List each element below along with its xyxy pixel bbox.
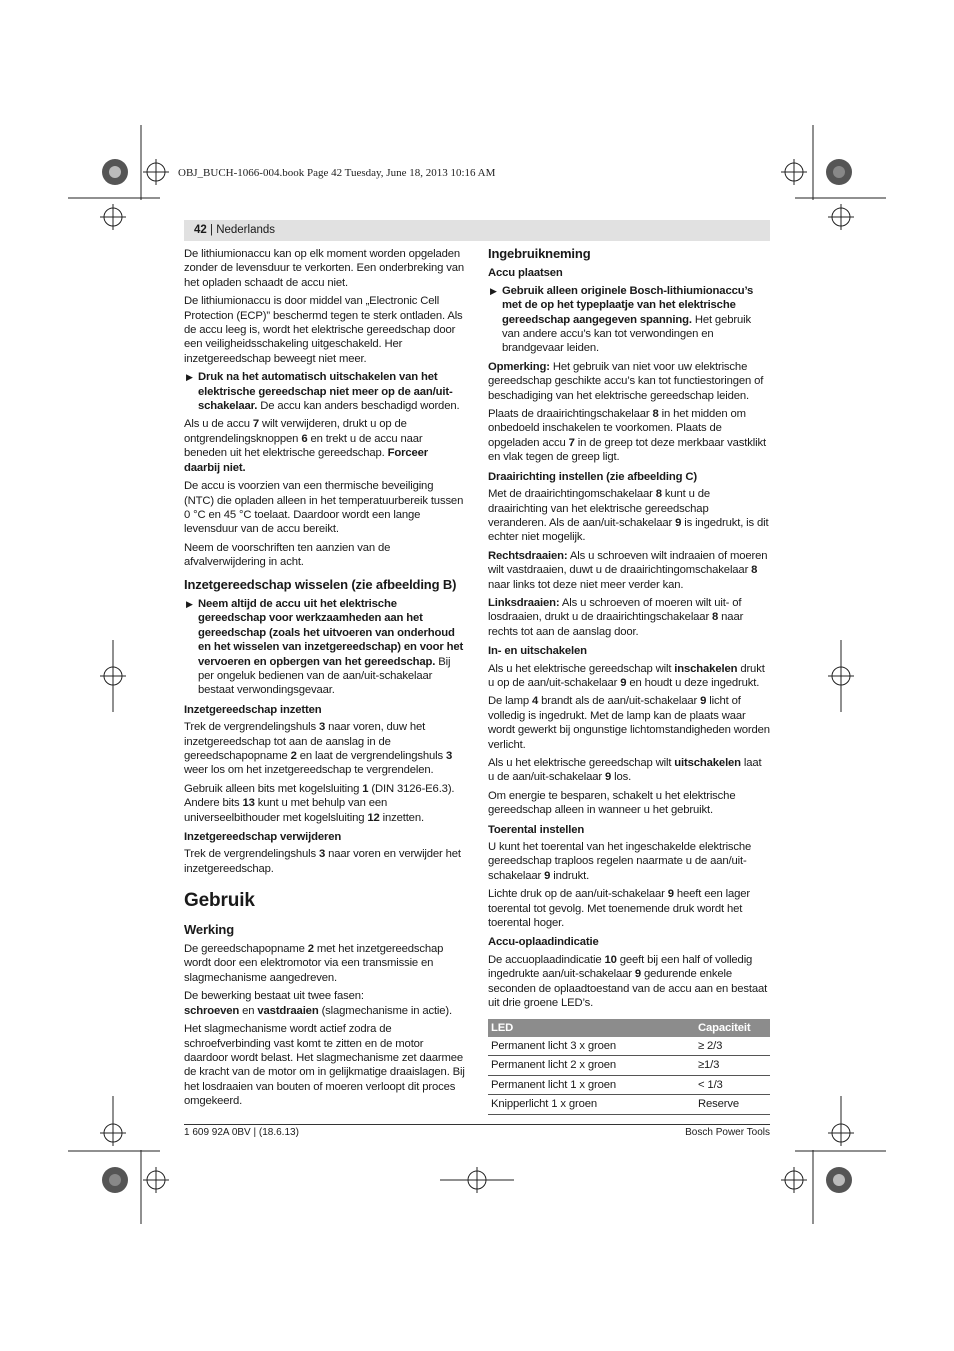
table-cell: < 1/3 — [695, 1075, 770, 1094]
section-heading: Ingebruikneming — [488, 246, 591, 261]
page-number: 42 — [194, 224, 207, 236]
subsection-heading: Draairichting instellen (zie afbeelding C) — [488, 470, 698, 483]
paragraph: De accu is voorzien van een thermische beveiliging (NTC) die opladen alleen in het temperatuurbereik tussen 0 °C en 45 °C toelaat. Daardoor wordt een lange levensduur van de accu bereikt. — [184, 480, 464, 536]
footer-rule — [184, 1124, 770, 1125]
table-header-cell: Capaciteit — [695, 1019, 770, 1037]
paragraph: Gebruik alleen bits met kogelsluiting 1 (DIN 3126-E6.3). Andere bits 13 kunt u met behulp van een universeelbithouder met kogelsluiting 12 inzetten. — [184, 782, 455, 824]
table-cell: Knipperlicht 1 x groen — [488, 1095, 695, 1114]
subsection-heading: Toerental instellen — [488, 823, 585, 836]
paragraph: Opmerking: Het gebruik van niet voor uw elektrische gereedschap geschikte accu’s kan tot functiestoringen of beschadiging van het elektrische gereedschap leiden. — [488, 360, 764, 402]
paragraph: Lichte druk op de aan/uit-schakelaar 9 heeft een lager toerental tot gevolg. Met toenemende druk wordt het toerental hoger. — [488, 888, 750, 930]
table-cell: Permanent licht 1 x groen — [488, 1075, 695, 1094]
triangle-bullet-icon: ▶ — [186, 598, 193, 609]
triangle-bullet-icon: ▶ — [490, 285, 497, 296]
warning-bullet — [184, 370, 466, 413]
bullet-text: Bij per ongeluk bedienen van de aan/uit-schakelaar bestaat verwondingsgevaar. — [198, 655, 451, 697]
table-row — [488, 1095, 770, 1114]
table-cell: Reserve — [695, 1095, 770, 1114]
warning-bullet — [184, 597, 466, 698]
table-row — [488, 1037, 770, 1056]
bullet-text: Het gebruik van andere accu’s kan tot verwondingen en brandgevaar leiden. — [502, 313, 751, 355]
bullet-bold: Neem altijd de accu uit het elektrische gereedschap voor werkzaamheden aan het gereedschap (zoals het uitvoeren van onderhoud en het wisselen van inzetgereedschap) en voor het vervoeren en opbergen van het gereedschap. — [198, 597, 464, 668]
paragraph: Als u de accu 7 wilt verwijderen, drukt u op de ontgrendelingsknoppen 6 en trekt u de accu naar beneden uit het elektrische gereedschap. Forceer daarbij niet. — [184, 418, 429, 474]
chapter-heading: Gebruik — [184, 890, 255, 912]
paragraph: De lithiumionaccu is door middel van „Electronic Cell Protection (ECP)” beschermd tegen te sterk ontladen. Als de accu leeg is, wordt het elektrische gereedschap door een veiligheidsschakeling uitgeschakeld. Her inzetgereedschap beweegt niet meer. — [184, 295, 463, 365]
bullet-text: De accu kan anders beschadigd worden. — [257, 400, 460, 413]
print-slug: OBJ_BUCH-1066-004.book Page 42 Tuesday, June 18, 2013 10:16 AM — [178, 167, 496, 179]
paragraph: Als u het elektrische gereedschap wilt uitschakelen laat u de aan/uit-schakelaar 9 los. — [488, 757, 762, 784]
paragraph: Met de draairichtingomschakelaar 8 kunt u de draairichting van het elektrische gereedschap veranderen. Als de aan/uit-schakelaar 9 is ingedrukt, is dit echter niet mogelijk. — [488, 488, 769, 544]
bullet-bold: Gebruik alleen originele Bosch-lithiumionaccu’s met de op het typeplaatje van het elektrische gereedschap aangegeven spanning. — [502, 284, 754, 326]
page-header: 42 | Nederlands — [184, 220, 770, 241]
section-heading: Inzetgereedschap wisselen (zie afbeelding B) — [184, 576, 457, 592]
footer-left: 1 609 92A 0BV | (18.6.13) — [184, 1127, 299, 1138]
subsection-heading: Accu-oplaadindicatie — [488, 936, 599, 949]
section-heading: Werking — [184, 921, 234, 937]
footer-right: Bosch Power Tools — [685, 1127, 770, 1138]
paragraph: Om energie te besparen, schakelt u het elektrische gereedschap alleen in wanneer u het gebruikt. — [488, 789, 736, 817]
led-capacity-table — [488, 1019, 770, 1115]
paragraph: U kunt het toerental van het ingeschakelde elektrische gereedschap traploos regelen naarmate u de aan/uit-schakelaar 9 indrukt. — [488, 841, 752, 882]
right-column — [488, 247, 770, 1115]
paragraph: De bewerking bestaat uit twee fasen: schroeven en vastdraaien (slagmechanisme in actie). — [184, 990, 453, 1017]
paragraph: Trek de vergrendelingshuls 3 naar voren, duw het inzetgereedschap tot aan de aanslag in de gereedschapopname 2 en laat de vergrendelingshuls 3 weer los om het inzetgereedschap te vergrendelen. — [184, 721, 453, 777]
table-header-row — [488, 1019, 770, 1037]
subsection-heading: In- en uitschakelen — [488, 645, 587, 658]
paragraph: Rechtsdraaien: Als u schroeven wilt indraaien of moeren wilt vastdraaien, duwt u de draairichtingomschakelaar 8 naar links tot deze niet meer verder kan. — [488, 549, 768, 591]
table-row — [488, 1056, 770, 1075]
bullet-bold: Druk na het automatisch uitschakelen van het elektrische gereedschap niet meer op de aan/uit-schakelaar. — [198, 371, 453, 413]
subsection-heading: Inzetgereedschap inzetten — [184, 703, 322, 716]
paragraph: De lithiumionaccu kan op elk moment worden opgeladen zonder de levensduur te verkorten. Een onderbreking van het opladen schaadt de accu niet. — [184, 248, 465, 289]
paragraph: Neem de voorschriften ten aanzien van de afvalverwijdering in acht. — [184, 541, 391, 569]
header-language: Nederlands — [216, 224, 276, 236]
table-cell: Permanent licht 3 x groen — [488, 1037, 695, 1056]
table-cell: Permanent licht 2 x groen — [488, 1056, 695, 1075]
table-header-cell: LED — [488, 1019, 695, 1037]
paragraph: De lamp 4 brandt als de aan/uit-schakelaar 9 licht of volledig is ingedrukt. Met de lamp kan de plaats waar wordt gewerkt bij ongunstige lichtomstandigheden worden verlicht. — [488, 695, 770, 751]
paragraph: Het slagmechanisme wordt actief zodra de schroefverbinding vast komt te zitten en de motor daardoor wordt belast. Het slagmechanisme zet daarmee de kracht van de motor om in gelijkmatige draaislagen. Bij het losdraaien van bouten of moeren verloopt dit proces omgekeerd. — [184, 1023, 465, 1108]
table-cell: ≥ 2/3 — [695, 1037, 770, 1056]
paragraph: Trek de vergrendelingshuls 3 naar voren en verwijder het inzetgereedschap. — [184, 848, 461, 875]
paragraph: De gereedschapopname 2 met het inzetgereedschap wordt door een elektromotor via een transmissie en slagmechanisme aangedreven. — [184, 943, 444, 984]
table-row — [488, 1075, 770, 1094]
subsection-heading: Accu plaatsen — [488, 267, 563, 280]
subsection-heading: Inzetgereedschap verwijderen — [184, 831, 342, 844]
left-column — [184, 247, 466, 1113]
triangle-bullet-icon: ▶ — [186, 372, 193, 383]
paragraph: Linksdraaien: Als u schroeven of moeren wilt uit- of losdraaien, drukt u de draairichtingschakelaar 8 naar rechts tot aan de aanslag door. — [488, 596, 744, 638]
warning-bullet — [488, 284, 770, 356]
paragraph: Als u het elektrische gereedschap wilt inschakelen drukt u op de aan/uit-schakelaar 9 en houdt u deze ingedrukt. — [488, 662, 765, 689]
table-cell: ≥1/3 — [695, 1056, 770, 1075]
paragraph: Plaats de draairichtingschakelaar 8 in het midden om onbedoeld inschakelen te voorkomen. Plaats de opgeladen accu 7 in de greep tot deze merkbaar vastklikt en vlak tegen de greep ligt. — [488, 408, 766, 464]
paragraph: De accuoplaadindicatie 10 geeft bij een half of volledig ingedrukte aan/uit-schakelaar 9 gedurende enkele seconden de oplaadtoestand van de accu aan en bestaat uit drie groene LED’s. — [488, 953, 768, 1010]
